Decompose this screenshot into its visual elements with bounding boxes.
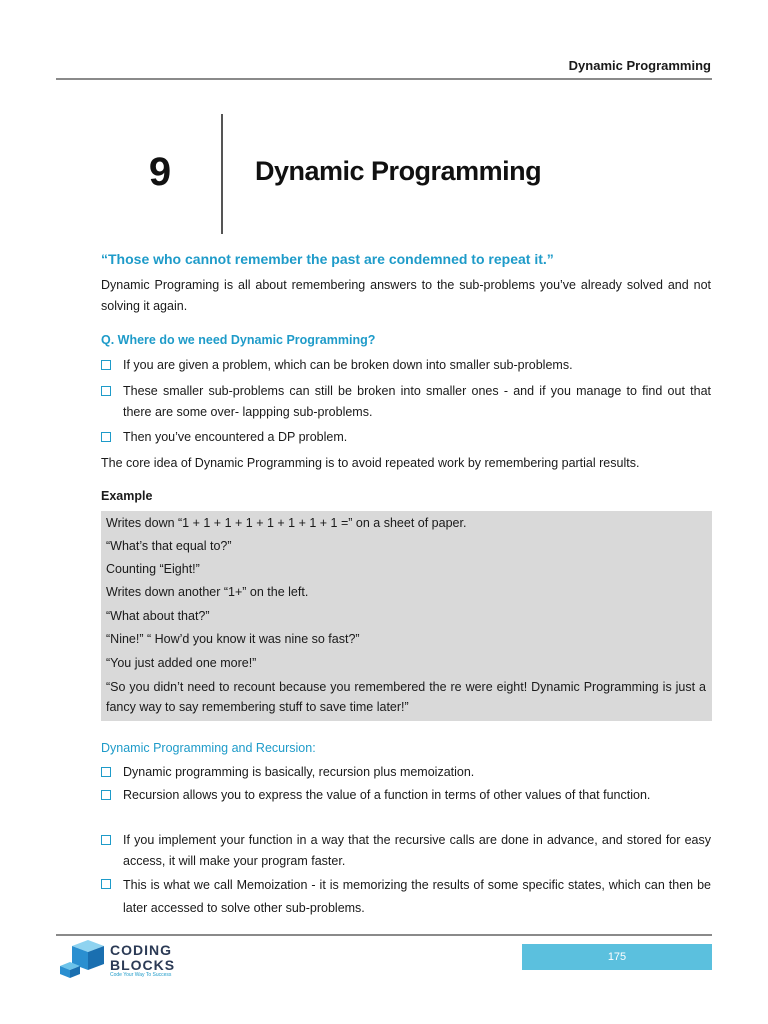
chapter-divider (221, 114, 223, 234)
list-item: Recursion allows you to express the value of a function in terms of other values of that function. (101, 785, 711, 806)
example-line: “What about that?” (106, 609, 210, 623)
coding-blocks-logo (58, 940, 188, 980)
example-line: Counting “Eight!” (106, 562, 200, 576)
logo-text-coding: CODING (110, 942, 172, 958)
example-box (101, 511, 712, 721)
example-line: Writes down another “1+” on the left. (106, 585, 309, 599)
example-line: “You just added one more!” (106, 656, 257, 670)
checkbox-bullet-icon (101, 360, 111, 370)
chapter-number: 9 (148, 150, 172, 194)
question-heading: Q. Where do we need Dynamic Programming? (101, 333, 376, 347)
list-item: These smaller sub-problems can still be broken into smaller ones - and if you manage to find out that there are some over- lappping sub-problems. (101, 381, 711, 423)
checkbox-bullet-icon (101, 790, 111, 800)
checkbox-bullet-icon (101, 835, 111, 845)
example-line: Writes down “1 + 1 + 1 + 1 + 1 + 1 + 1 + 1 =” on a sheet of paper. (106, 516, 467, 530)
list-item: Then you’ve encountered a DP problem. (101, 427, 711, 448)
example-line: “So you didn’t need to recount because you remembered the re were eight! Dynamic Programming is just a fancy way to say remembering stuff to save time later!” (106, 680, 706, 714)
list-item: This is what we call Memoization - it is memorizing the results of some specific states, which can then be later accessed to solve other sub-problems. (101, 874, 711, 920)
list-item: Dynamic programming is basically, recursion plus memoization. (101, 762, 711, 783)
checkbox-bullet-icon (101, 767, 111, 777)
logo-tagline: Code Your Way To Success (110, 972, 172, 978)
chapter-title: Dynamic Programming (255, 156, 542, 186)
example-heading: Example (101, 489, 153, 503)
epigraph-quote: “Those who cannot remember the past are condemned to repeat it.” (101, 251, 554, 267)
checkbox-bullet-icon (101, 386, 111, 396)
recursion-heading: Dynamic Programming and Recursion: (101, 741, 316, 755)
header-rule (56, 78, 712, 80)
list-item: If you are given a problem, which can be broken down into smaller sub-problems. (101, 355, 711, 376)
logo-text-blocks: BLOCKS (110, 957, 176, 973)
example-line: “What’s that equal to?” (106, 539, 232, 553)
core-idea-paragraph: The core idea of Dynamic Programming is to avoid repeated work by remembering partial results. (101, 456, 640, 470)
list-item: If you implement your function in a way that the recursive calls are done in advance, and stored for easy access, it will make your program faster. (101, 830, 711, 872)
page-number-badge: 175 (522, 944, 712, 970)
intro-paragraph: Dynamic Programing is all about remembering answers to the sub-problems you’ve already solved and not solving it again. (101, 278, 711, 313)
running-header: Dynamic Programming (568, 58, 711, 73)
footer-rule (56, 934, 712, 936)
example-line: “Nine!” “ How’d you know it was nine so fast?” (106, 632, 360, 646)
checkbox-bullet-icon (101, 432, 111, 442)
cube-logo-icon (58, 940, 108, 980)
checkbox-bullet-icon (101, 879, 111, 889)
